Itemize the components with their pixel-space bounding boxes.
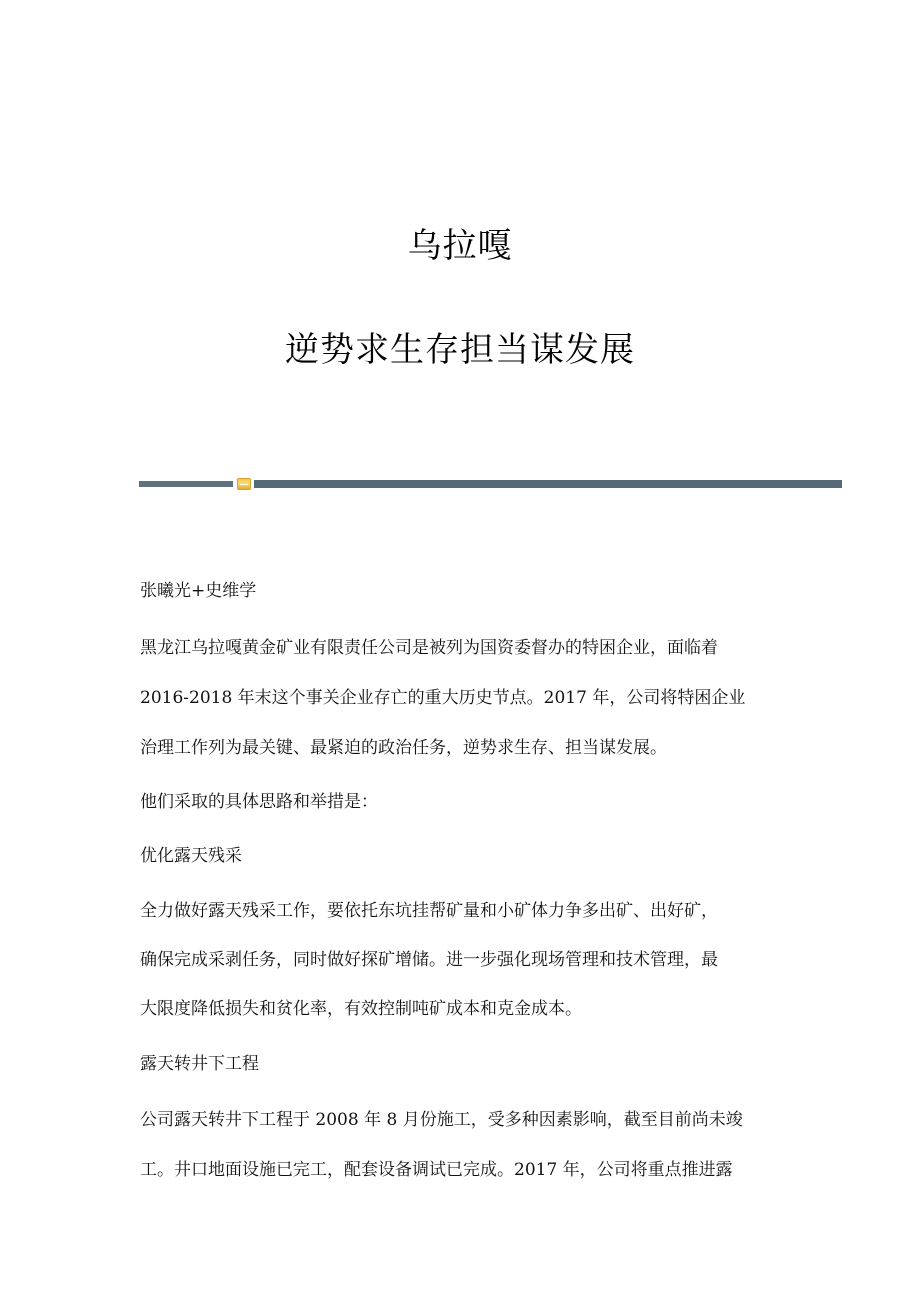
section-heading-1: 优化露天残采 [140,846,242,866]
author-byline: 张曦光+史维学 [140,581,257,601]
divider-bar-left [139,481,233,487]
paragraph-3-line-3: 大限度降低损失和贫化率，有效控制吨矿成本和克金成本。 [140,999,582,1019]
paragraph-1-line-3: 治理工作列为最关键、最紧迫的政治任务，逆势求生存、担当谋发展。 [140,738,667,758]
divider-ornament-icon [237,478,251,490]
paragraph-3-line-1: 全力做好露天残采工作，要依托东坑挂帮矿量和小矿体力争多出矿、出好矿， [140,901,718,921]
paragraph-4-line-2: 工。井口地面设施已完工，配套设备调试已完成。2017 年，公司将重点推进露 [140,1160,733,1180]
paragraph-2: 他们采取的具体思路和举措是： [140,792,378,812]
paragraph-4-line-1: 公司露天转井下工程于 2008 年 8 月份施工，受多种因素影响，截至目前尚未竣 [140,1110,743,1130]
document-title-line-2: 逆势求生存担当谋发展 [285,330,635,370]
paragraph-1-line-1: 黑龙江乌拉嘎黄金矿业有限责任公司是被列为国资委督办的特困企业，面临着 [140,638,718,658]
section-heading-2: 露天转井下工程 [140,1054,259,1074]
title-divider [139,478,842,490]
document-title-line-1: 乌拉嘎 [407,226,513,266]
paragraph-1-line-2: 2016-2018 年末这个事关企业存亡的重大历史节点。2017 年，公司将特困企业 [140,688,746,708]
divider-bar-right [254,480,842,488]
paragraph-3-line-2: 确保完成采剥任务，同时做好探矿增储。进一步强化现场管理和技术管理，最 [140,950,718,970]
